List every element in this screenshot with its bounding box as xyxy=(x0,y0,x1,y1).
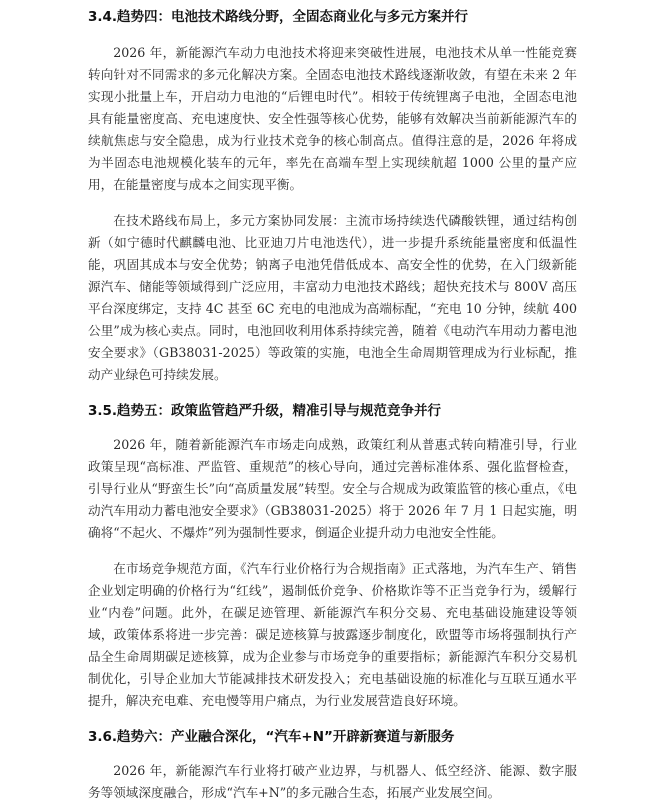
section-heading-trend-4: 3.4.趋势四：电池技术路线分野，全固态商业化与多元方案并行 xyxy=(88,9,469,25)
paragraph-solid-state-battery: 2026 年，新能源汽车动力电池技术将迎来突破性进展，电池技术从单一性能竞赛转向针对不同需求的多元化解决方案。全固态电池技术路线逐渐收敛，有望在未来 2 年实现小批量上车，开启动力电池的“后锂电时代”。相较于传统锂离子电池，全固态电池具有能量密度高、充电速度快、安全性强等核心优势，能够有效解决当前新能源汽车的续航焦虑与安全隐患，成为行业技术竞争的核心制高点。值得注意的是，2026 年将成为半固态电池规模化装车的元年，率先在高端车型上实现续航超 1000 公里的量产应用，在能量密度与成本之间实现平衡。 xyxy=(88,45,577,192)
paragraph-battery-roadmap: 在技术路线布局上，多元方案协同发展：主流市场持续迭代磷酸铁锂，通过结构创新（如宁德时代麒麟电池、比亚迪刀片电池迭代），进一步提升系统能量密度和低温性能，巩固其成本与安全优势；钠离子电池凭借低成本、高安全性的优势，在入门级新能源汽车、储能等领域得到广泛应用，丰富动力电池技术路线；超快充技术与 800V 高压平台深度绑定，支持 4C 甚至 6C 充电的电池成为高端标配，“充电 10 分钟，续航 400 公里”成为核心卖点。同时，电池回收利用体系持续完善，随着《电动汽车用动力蓄电池安全要求》（GB38031-2025）等政策的实施，电池全生命周期管理成为行业标配，推动产业绿色可持续发展。 xyxy=(88,213,577,382)
section-heading-trend-6: 3.6.趋势六：产业融合深化，“汽车+N”开辟新赛道与新服务 xyxy=(88,729,455,745)
section-heading-trend-5: 3.5.趋势五：政策监管趋严升级，精准引导与规范竞争并行 xyxy=(88,403,442,419)
paragraph-market-competition: 在市场竞争规范方面，《汽车行业价格行为合规指南》正式落地，为汽车生产、销售企业划定明确的价格行为“红线”，遏制低价竞争、价格欺诈等不正当竞争行为，缓解行业“内卷”问题。此外，在碳足迹管理、新能源汽车积分交易、充电基础设施建设等领域，政策体系将进一步完善：碳足迹核算与披露逐步制度化，欧盟等市场将强制执行产品全生命周期碳足迹核算，成为企业参与市场竞争的重要指标；新能源汽车积分交易机制优化，引导企业加大节能减排技术研发投入；充电基础设施的标准化与互联互通水平提升，解决充电难、充电慢等用户痛点，为行业发展营造良好环境。 xyxy=(88,561,577,708)
paragraph-policy-regulation: 2026 年，随着新能源汽车市场走向成熟，政策红利从普惠式转向精准引导，行业政策呈现“高标准、严监管、重规范”的核心导向，通过完善标准体系、强化监督检查，引导行业从“野蛮生长”向“高质量发展”转型。安全与合规成为政策监管的核心重点，《电动汽车用动力蓄电池安全要求》（GB38031-2025）将于 2026 年 7 月 1 日起实施，明确将“不起火、不爆炸”列为强制性要求，倒逼企业提升动力电池安全性能。 xyxy=(88,437,577,540)
paragraph-industry-fusion: 2026 年，新能源汽车行业将打破产业边界，与机器人、低空经济、能源、数字服务等领域深度融合，形成“汽车+N”的多元融合生态，拓展产业发展空间。 xyxy=(88,763,577,800)
